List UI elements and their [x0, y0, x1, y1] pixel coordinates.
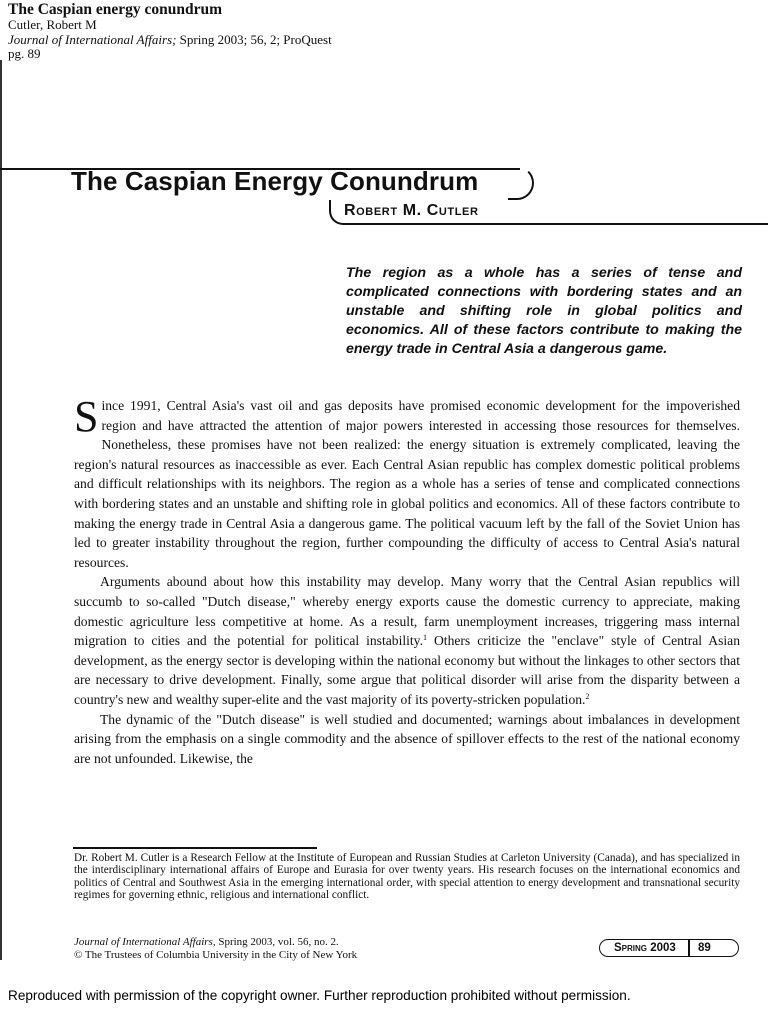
article-title: The Caspian Energy Conundrum — [71, 166, 479, 196]
paragraph-2-text-b: Others criticize the "enclave" style of Central Asian development, as the energy sector is developing within the national economy but without the linkages to other sectors that are necessary to drive development. Finally, some argue that political disorder will arise from the disparity between a country's new and wealthy super-elite and the vast majority of its poverty-stricken population. — [74, 633, 740, 707]
footnote-rule — [73, 847, 317, 849]
footer-citation — [74, 936, 357, 949]
citation-title: The Caspian energy conundrum — [8, 1, 223, 18]
paragraph-3: The dynamic of the "Dutch disease" is well studied and documented; warnings about imbalances in development arising from the emphasis on a single commodity and the absence of spillover effects to the rest of the national economy are not unfounded. Likewise, the — [74, 711, 740, 766]
citation-source — [8, 33, 332, 48]
left-margin-rule — [0, 60, 2, 960]
footnote-ref-1[interactable]: 1 — [423, 633, 427, 643]
drop-cap: S — [74, 392, 99, 441]
citation-details: Spring 2003; 56, 2; ProQuest — [176, 31, 332, 47]
author-footnote: Dr. Robert M. Cutler is a Research Fellow at the Institute of European and Russian Studies at Carleton University (Canada), and has specialized in the interdisciplinary international affairs of Europe and Eurasia for over twenty years. His research focuses on the international economics and politics of Central and Southwest Asia in the emerging international order, with special attention to energy development and transnational security regimes for governing ethnic, religious and international conflict. — [74, 852, 740, 902]
article-author: Robert M. Cutler — [344, 202, 479, 219]
paragraph-2 — [74, 572, 740, 709]
citation-author: Cutler, Robert M — [8, 17, 97, 32]
citation-header — [8, 1, 332, 62]
author-rule — [343, 223, 768, 225]
citation-page: pg. 89 — [8, 46, 41, 61]
paragraph-1-text: ince 1991, Central Asia's vast oil and gas deposits have promised economic development for the impoverished region and have attracted the attention of major powers interested in accessing those resources for themselves. Nonetheless, these promises have not been realized: the energy situation is extremely complicated, leaving the region's natural resources as inaccessible as ever. Each Central Asian republic has complex domestic political problems and difficult relationships with its neighbors. The region as a whole has a series of tense and complicated connections with bordering states and an unstable and shifting role in global politics and economics. All of these factors contribute to making the energy trade in Central Asia a dangerous game. The political vacuum left by the fall of the Soviet Union has led to greater instability throughout the region, further compounding the difficulty of access to Central Asia's natural resources. — [74, 398, 740, 570]
page-footer — [74, 936, 357, 961]
title-bracket — [508, 166, 534, 200]
paragraph-2-text-a: Arguments abound about how this instability may develop. Many worry that the Central Asian republics will succumb to so-called "Dutch disease," whereby energy exports cause the domestic currency to appreciate, making domestic agriculture less competitive at home. As a result, farm unemployment increases, triggering mass internal migration to cities and the potential for political instability. — [74, 574, 740, 649]
citation-journal: Journal of International Affairs; — [8, 31, 177, 47]
footer-copyright: © The Trustees of Columbia University in the City of New York — [74, 948, 358, 961]
footnote-ref-2[interactable]: 2 — [585, 691, 590, 701]
paragraph-1 — [74, 392, 740, 572]
footer-issue: Spring 2003, vol. 56, no. 2. — [215, 936, 339, 948]
article-abstract: The region as a whole has a series of tense and complicated connections with bordering states and an unstable and shifting role in global politics and economics. All of these factors contribute to making the energy trade in Central Asia a dangerous game. — [346, 265, 742, 357]
page-number: 89 — [698, 942, 711, 954]
permission-notice: Reproduced with permission of the copyright owner. Further reproduction prohibited without permission. — [8, 988, 631, 1003]
page-tag — [599, 939, 739, 957]
article-body — [74, 392, 740, 768]
footer-journal: Journal of International Affairs, — [74, 936, 216, 948]
page-tag-season: Spring 2003 — [614, 942, 676, 954]
